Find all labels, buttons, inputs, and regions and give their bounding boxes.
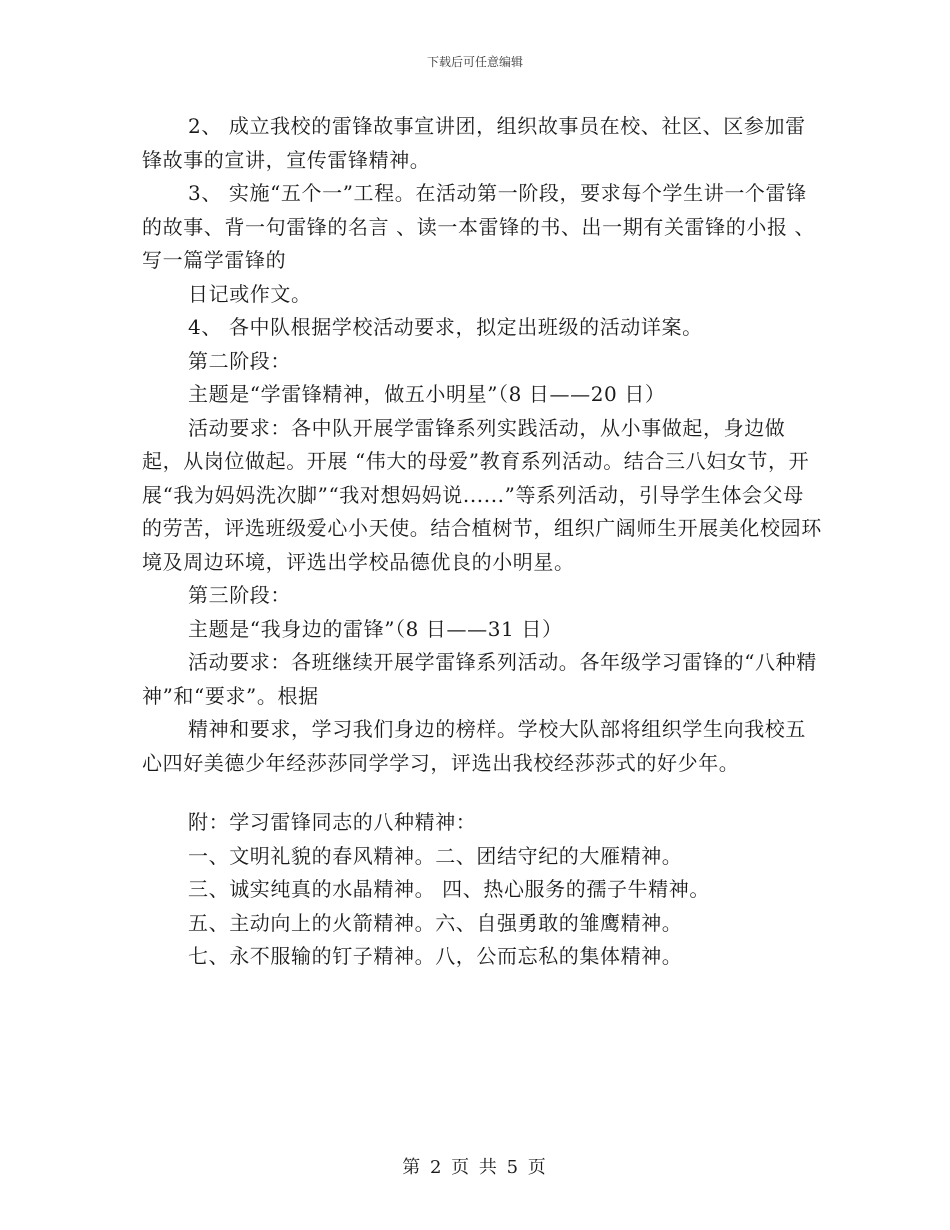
spirit-line-2: 三、诚实纯真的水晶精神。 四、热心服务的孺子牛精神。: [188, 877, 710, 901]
spirit-line-3: 五、主动向上的火箭精神。六、自强勇敢的雏鹰精神。: [188, 910, 683, 935]
stage-2-theme: 主题是“学雷锋精神，做五小明星”（8 日——20 日）: [188, 382, 666, 406]
section-heading-stage-3: 第三阶段：: [188, 583, 291, 607]
page-header-note: 下载后可任意编辑: [426, 55, 523, 69]
paragraph-gap: [142, 780, 822, 806]
stage-2-requirements: 活动要求：各中队开展学雷锋系列实践活动，从小事做起，身边做起，从岗位做起。开展 “伟大的母爱”教育系列活动。结合三八妇女节，开展“我为妈妈洗次脚”“我对想妈妈说......”等系列活动，引导学生体会父母的劳苦，评选班级爱心小天使。结合植树节，组织广阔师生开展美化校园环境及周边环境，评选出学校品德优良的小明星。: [142, 415, 822, 574]
spirit-line-4: 七、永不服输的钉子精神。八，公而忘私的集体精神。: [188, 944, 683, 968]
paragraph-item-2: 2、 成立我校的雷锋故事宣讲团，组织故事员在校、社区、区参加雷锋故事的宣讲，宣传雷锋精神。: [142, 114, 806, 172]
stage-3-theme: 主题是“我身边的雷锋”（8 日——31 日）: [188, 616, 563, 641]
spirit-line-1: 一、文明礼貌的春风精神。二、团结守纪的大雁精神。: [188, 843, 683, 868]
paragraph-item-4: 4、 各中队根据学校活动要求，拟定出班级的活动详案。: [188, 315, 703, 339]
appendix-heading: 附：学习雷锋同志的八种精神：: [188, 810, 477, 834]
paragraph-item-3: 3、 实施“五个一”工程。在活动第一阶段，要求每个学生讲一个雷锋的故事、背一句雷锋的名言 、读一本雷锋的书、出一期有关雷锋的小报 、写一篇学雷锋的: [142, 181, 816, 272]
paragraph-diary: 日记或作文。: [188, 281, 312, 306]
stage-3-requirements: 活动要求：各班继续开展学雷锋系列活动。各年级学习雷锋的“八种精神”和“要求”。根据: [142, 650, 817, 708]
page-number-footer: 第 2 页 共 5 页: [402, 1157, 548, 1178]
section-heading-stage-2: 第二阶段：: [188, 348, 291, 373]
stage-3-requirements-cont: 精神和要求，学习我们身边的榜样。学校大队部将组织学生向我校五心四好美德少年经莎莎同学学习，评选出我校经莎莎式的好少年。: [142, 717, 806, 775]
document-body: [142, 110, 822, 974]
